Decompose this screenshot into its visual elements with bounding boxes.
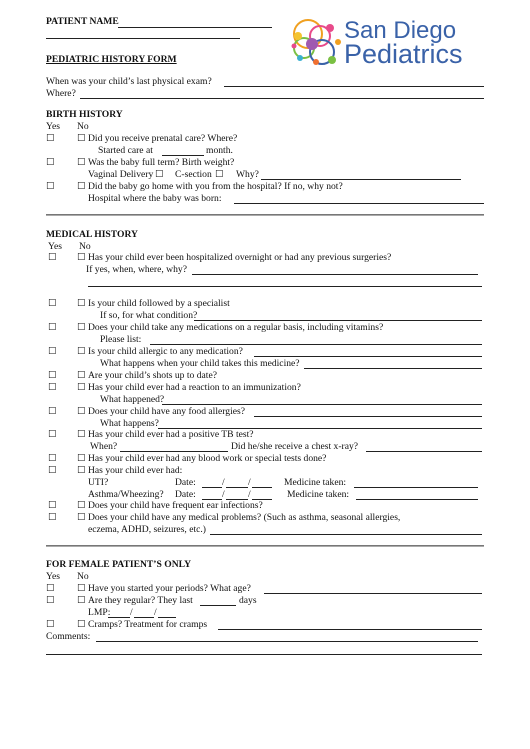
no-header: No	[77, 571, 89, 582]
asthma-label: Asthma/Wheezing?	[88, 489, 164, 500]
lmp-month[interactable]	[108, 617, 130, 618]
ear-infection-question: Does your child have frequent ear infections?	[88, 500, 263, 511]
vaginal-delivery-checkbox[interactable]: ☐	[155, 169, 164, 180]
periods-age-field[interactable]	[264, 593, 482, 594]
uti-date-month[interactable]	[202, 487, 222, 488]
no-checkbox[interactable]: ☐	[77, 429, 86, 440]
no-checkbox[interactable]: ☐	[77, 370, 86, 381]
days-label: days	[239, 595, 257, 606]
why-field[interactable]	[261, 179, 461, 180]
date-separator: /	[222, 477, 225, 488]
date-separator: /	[248, 489, 251, 500]
yes-checkbox[interactable]: ☐	[46, 133, 55, 144]
shots-question: Are your child’s shots up to date?	[88, 370, 217, 381]
form-title: PEDIATRIC HISTORY FORM	[46, 54, 177, 65]
no-checkbox[interactable]: ☐	[77, 346, 86, 357]
no-checkbox[interactable]: ☐	[77, 298, 86, 309]
yes-checkbox[interactable]: ☐	[48, 406, 57, 417]
started-care-field[interactable]	[162, 155, 204, 156]
no-header: No	[77, 121, 89, 132]
date-separator: /	[130, 607, 133, 618]
no-checkbox[interactable]: ☐	[77, 252, 86, 263]
birth-history-title: BIRTH HISTORY	[46, 109, 123, 120]
no-checkbox[interactable]: ☐	[77, 382, 86, 393]
patient-name-field-2[interactable]	[46, 38, 240, 39]
yes-checkbox[interactable]: ☐	[48, 298, 57, 309]
tb-test-question: Has your child ever had a positive TB test?	[88, 429, 254, 440]
asthma-date-label: Date:	[175, 489, 196, 500]
cramps-question: Cramps? Treatment for cramps	[88, 619, 208, 630]
uti-date-year[interactable]	[252, 487, 272, 488]
yes-header: Yes	[46, 571, 60, 582]
yes-checkbox[interactable]: ☐	[48, 512, 57, 523]
yes-header: Yes	[46, 121, 60, 132]
hospitalized-detail-field-2[interactable]	[88, 286, 482, 287]
tb-when-label: When?	[90, 441, 118, 452]
medical-problems-field[interactable]	[210, 534, 482, 535]
vaginal-delivery-label: Vaginal Delivery	[88, 169, 154, 180]
section-divider	[46, 545, 484, 547]
prenatal-question: Did you receive prenatal care? Where?	[88, 133, 238, 144]
yes-checkbox[interactable]: ☐	[48, 322, 57, 333]
logo-emblem	[286, 14, 346, 70]
month-label: month.	[206, 145, 233, 156]
no-checkbox[interactable]: ☐	[77, 465, 86, 476]
yes-header: Yes	[48, 241, 62, 252]
specialist-question: Is your child followed by a specialist	[88, 298, 230, 309]
medications-question: Does your child take any medications on a regular basis, including vitamins?	[88, 322, 384, 333]
asthma-medicine-field[interactable]	[356, 499, 478, 500]
logo-text-line1: San Diego	[344, 17, 457, 44]
date-separator: /	[222, 489, 225, 500]
food-allergy-field[interactable]	[254, 416, 482, 417]
no-checkbox[interactable]: ☐	[77, 157, 86, 168]
c-section-checkbox[interactable]: ☐	[215, 169, 224, 180]
when-where-why-label: If yes, when, where, why?	[86, 264, 187, 275]
comments-field-2[interactable]	[46, 654, 482, 655]
where-question: Where?	[46, 88, 76, 99]
female-section-title: FOR FEMALE PATIENT’S ONLY	[46, 559, 192, 570]
medication-allergy-field[interactable]	[254, 356, 482, 357]
medication-reaction-field[interactable]	[304, 368, 482, 369]
immunization-reaction-question: Has your child ever had a reaction to an immunization?	[88, 382, 301, 393]
uti-date-label: Date:	[175, 477, 196, 488]
no-checkbox[interactable]: ☐	[77, 406, 86, 417]
hospital-born-field[interactable]	[234, 203, 484, 204]
hospitalized-question: Has your child ever been hospitalized overnight or had any previous surgeries?	[88, 252, 392, 263]
yes-checkbox[interactable]: ☐	[48, 453, 57, 464]
logo-text-line2: Pediatrics	[344, 39, 463, 69]
condition-field[interactable]	[194, 320, 482, 321]
yes-checkbox[interactable]: ☐	[46, 583, 55, 594]
patient-name-label: PATIENT NAME	[46, 16, 119, 27]
home-question: Did the baby go home with you from the hospital? If no, why not?	[88, 181, 343, 192]
cramps-treatment-field[interactable]	[218, 629, 482, 630]
period-days-field[interactable]	[200, 605, 236, 606]
lmp-label: LMP:	[88, 607, 111, 618]
food-allergy-question: Does your child have any food allergies?	[88, 406, 246, 417]
no-checkbox[interactable]: ☐	[77, 181, 86, 192]
patient-name-field[interactable]	[118, 27, 272, 28]
last-exam-field[interactable]	[224, 86, 484, 87]
yes-checkbox[interactable]: ☐	[46, 157, 55, 168]
no-checkbox[interactable]: ☐	[77, 619, 86, 630]
no-checkbox[interactable]: ☐	[77, 322, 86, 333]
condition-label: If so, for what condition?	[100, 310, 198, 321]
regular-question: Are they regular? They last	[88, 595, 193, 606]
tb-when-field[interactable]	[120, 451, 228, 452]
yes-checkbox[interactable]: ☐	[48, 500, 57, 511]
medical-problems-continued: eczema, ADHD, seizures, etc.)	[88, 524, 207, 535]
chest-xray-label: Did he/she receive a chest x-ray?	[231, 441, 359, 452]
yes-checkbox[interactable]: ☐	[46, 595, 55, 606]
chest-xray-field[interactable]	[366, 451, 482, 452]
what-happened-field[interactable]	[162, 404, 482, 405]
full-term-question: Was the baby full term? Birth weight?	[88, 157, 235, 168]
last-exam-question: When was your child’s last physical exam?	[46, 76, 212, 87]
hospitalized-detail-field[interactable]	[192, 274, 478, 275]
why-label: Why?	[236, 169, 259, 180]
no-checkbox[interactable]: ☐	[77, 512, 86, 523]
lmp-day[interactable]	[134, 617, 154, 618]
no-checkbox[interactable]: ☐	[77, 453, 86, 464]
medical-problems-question: Does your child have any medical problems? (Such as asthma, seasonal allergies,	[88, 512, 401, 523]
yes-checkbox[interactable]: ☐	[48, 346, 57, 357]
section-divider	[46, 214, 484, 216]
where-field[interactable]	[80, 98, 484, 99]
please-list-label: Please list:	[100, 334, 142, 345]
yes-checkbox[interactable]: ☐	[48, 465, 57, 476]
started-care-label: Started care at	[98, 145, 153, 156]
no-checkbox[interactable]: ☐	[77, 583, 86, 594]
uti-medicine-field[interactable]	[354, 487, 478, 488]
medications-field[interactable]	[150, 344, 482, 345]
comments-field[interactable]	[96, 641, 478, 642]
yes-checkbox[interactable]: ☐	[48, 382, 57, 393]
yes-checkbox[interactable]: ☐	[48, 370, 57, 381]
medical-history-title: MEDICAL HISTORY	[46, 229, 138, 240]
periods-question: Have you started your periods? What age?	[88, 583, 251, 594]
date-separator: /	[154, 607, 157, 618]
uti-label: UTI?	[88, 477, 109, 488]
what-happened-label: What happened?	[100, 394, 165, 405]
c-section-label: C-section	[175, 169, 212, 180]
no-header: No	[79, 241, 91, 252]
yes-checkbox[interactable]: ☐	[46, 619, 55, 630]
uti-date-day[interactable]	[226, 487, 248, 488]
yes-checkbox[interactable]: ☐	[46, 181, 55, 192]
date-separator: /	[248, 477, 251, 488]
yes-checkbox[interactable]: ☐	[48, 429, 57, 440]
no-checkbox[interactable]: ☐	[77, 500, 86, 511]
lmp-year[interactable]	[158, 617, 176, 618]
uti-medicine-label: Medicine taken:	[284, 477, 347, 488]
comments-label: Comments:	[46, 631, 91, 642]
hospital-born-label: Hospital where the baby was born:	[88, 193, 222, 204]
what-happens-label: What happens?	[100, 418, 159, 429]
no-checkbox[interactable]: ☐	[77, 595, 86, 606]
medication-reaction-label: What happens when your child takes this medicine?	[100, 358, 300, 369]
ever-had-question: Has your child ever had:	[88, 465, 183, 476]
yes-checkbox[interactable]: ☐	[48, 252, 57, 263]
medication-allergy-question: Is your child allergic to any medication?	[88, 346, 243, 357]
asthma-medicine-label: Medicine taken:	[287, 489, 350, 500]
no-checkbox[interactable]: ☐	[77, 133, 86, 144]
blood-work-question: Has your child ever had any blood work or special tests done?	[88, 453, 327, 464]
